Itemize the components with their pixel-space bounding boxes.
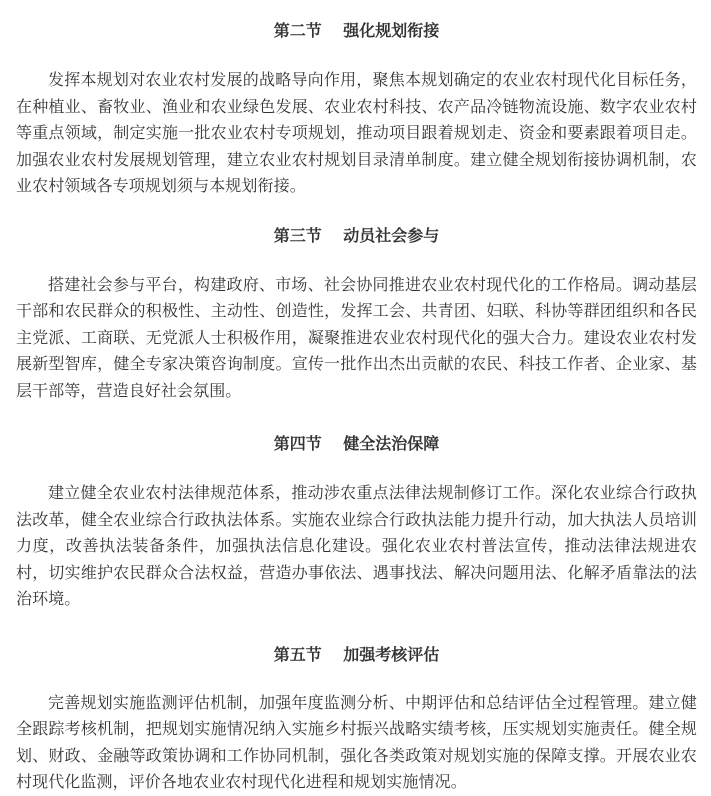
section-body-3: 搭建社会参与平台，构建政府、市场、社会协同推进农业农村现代化的工作格局。调动基层干部和农民群众的积极性、主动性、创造性，发挥工会、共青团、妇联、科协等群团组织和各民主党派、工商联、无党派人士积极作用，凝聚推进农业农村现代化的强大合力。建设农业农村发展新型智库，健全专家决策咨询制度。宣传一批作出杰出贡献的农民、科技工作者、企业家、基层干部等，营造良好社会氛围。 [16, 274, 697, 400]
section-title-5: 第五节 加强考核评估 [273, 644, 440, 664]
section-body-4: 建立健全农业农村法律规范体系，推动涉农重点法律法规制修订工作。深化农业综合行政执法改革，健全农业综合行政执法体系。实施农业综合行政执法能力提升行动，加大执法人员培训力度，改善执法装备条件，加强执法信息化建设。强化农业农村普法宣传，推动法律法规进农村，切实维护农民群众合法权益，营造办事依法、遇事找法、解决问题用法、化解矛盾靠法的法治环境。 [16, 483, 697, 608]
section-body-2: 发挥本规划对农业农村发展的战略导向作用，聚焦本规划确定的农业农村现代化目标任务，在种植业、畜牧业、渔业和农业绿色发展、农业农村科技、农产品冷链物流设施、数字农业农村等重点领域，制定实施一批农业农村专项规划，推动项目跟着规划走、资金和要素跟着项目走。加强农业农村发展规划管理，建立农业农村规划目录清单制度。建立健全规划衔接协调机制，农业农村领域各专项规划须与本规划衔接。 [16, 70, 697, 195]
section-title-2: 第二节 强化规划衔接 [273, 21, 440, 40]
section-title-4: 第四节 健全法治保障 [273, 434, 440, 453]
section-body-5: 完善规划实施监测评估机制，加强年度监测分析、中期评估和总结评估全过程管理。建立健全跟踪考核机制，把规划实施情况纳入实施乡村振兴战略实绩考核，压实规划实施责任。健全规划、财政、金融等政策协调和工作协同机制，强化各类政策对规划实施的保障支撑。开展农业农村现代化监测，评价各地农业农村现代化进程和规划实施情况。 [16, 692, 697, 791]
section-title-3: 第三节 动员社会参与 [273, 225, 440, 245]
